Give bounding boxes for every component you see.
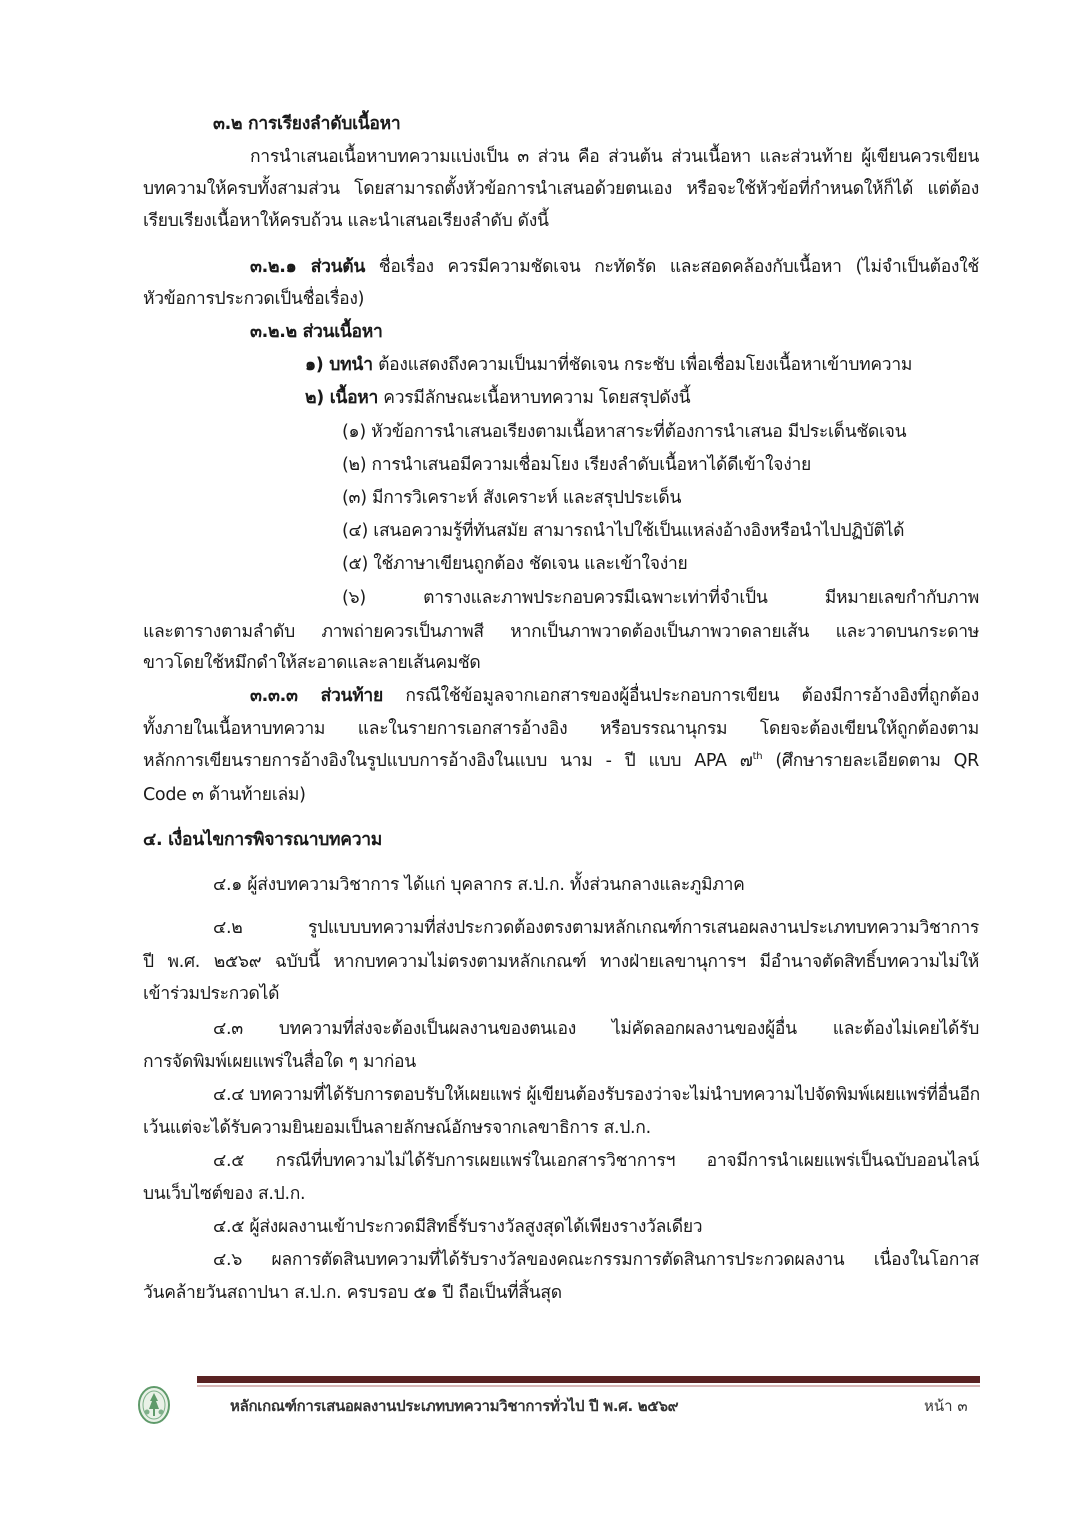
section-heading-3-2: ๓.๒ การเรียงลำดับเนื้อหา bbox=[213, 114, 401, 134]
citation-text: หลักการเขียนรายการอ้างอิงในรูปแบบการอ้างอิงในแบบ นาม - ปี แบบ APA ๗ bbox=[143, 751, 753, 771]
paragraph-line: Code ๓ ด้านท้ายเล่ม) bbox=[143, 785, 306, 805]
paragraph-line: วันคล้ายวันสถาปนา ส.ป.ก. ครบรอบ ๕๑ ปี ถือเป็นที่สิ้นสุด bbox=[143, 1283, 562, 1303]
paragraph-line: ขาวโดยใช้หมึกดำให้สะอาดและลายเส้นคมชัด bbox=[143, 653, 481, 673]
list-item: (๕) ใช้ภาษาเขียนถูกต้อง ชัดเจน และเข้าใจง่าย bbox=[342, 554, 688, 574]
condition-item-4-2: ๔.๒ รูปแบบบทความที่ส่งประกวดต้องตรงตามหลักเกณฑ์การเสนอผลงานประเภทบทความวิชาการ bbox=[213, 918, 979, 938]
item-label: ๒) เนื้อหา bbox=[305, 388, 379, 408]
list-item: (๒) การนำเสนอมีความเชื่อมโยง เรียงลำดับเนื้อหาได้ดีเข้าใจง่าย bbox=[342, 455, 811, 475]
paragraph-line: บนเว็บไซต์ของ ส.ป.ก. bbox=[143, 1184, 306, 1204]
paragraph-line: ปี พ.ศ. ๒๕๖๙ ฉบับนี้ หากบทความไม่ตรงตามหลักเกณฑ์ ทางฝ่ายเลขานุการฯ มีอำนาจตัดสิทธิ์บทความไม่ให้ bbox=[143, 952, 979, 972]
paragraph-line: หัวข้อการประกวดเป็นชื่อเรื่อง) bbox=[143, 289, 365, 309]
footer-rule-thin bbox=[197, 1385, 980, 1387]
subsection-text: ชื่อเรื่อง ควรมีความชัดเจน กะทัดรัด และสอดคล้องกับเนื้อหา (ไม่จำเป็นต้องใช้ bbox=[365, 257, 979, 277]
paragraph-line: เว้นแต่จะได้รับความยินยอมเป็นลายลักษณ์อักษรจากเลขาธิการ ส.ป.ก. bbox=[143, 1118, 651, 1138]
paragraph-line: เข้าร่วมประกวดได้ bbox=[143, 984, 280, 1004]
alro-seal-icon bbox=[137, 1385, 171, 1425]
item-label: ๑) บทนำ bbox=[305, 355, 373, 375]
paragraph-line: เรียบเรียงเนื้อหาให้ครบถ้วน และนำเสนอเรียงลำดับ ดังนี้ bbox=[143, 211, 549, 231]
list-item: (๑) หัวข้อการนำเสนอเรียงตามเนื้อหาสาระที่ต้องการนำเสนอ มีประเด็นชัดเจน bbox=[342, 422, 907, 442]
list-item-intro bbox=[305, 353, 912, 377]
list-item: (๖) ตารางและภาพประกอบควรมีเฉพาะเท่าที่จำเป็น มีหมายเลขกำกับภาพ bbox=[342, 588, 979, 608]
page-number: หน้า ๓ bbox=[924, 1397, 968, 1415]
condition-item-4-3: ๔.๓ บทความที่ส่งจะต้องเป็นผลงานของตนเอง ไม่คัดลอกผลงานของผู้อื่น และต้องไม่เคยได้รับ bbox=[213, 1019, 979, 1039]
condition-item-4-4: ๔.๔ บทความที่ได้รับการตอบรับให้เผยแพร่ ผู้เขียนต้องรับรองว่าจะไม่นำบทความไปจัดพิมพ์เผยแพร่ที่อื่นอีก bbox=[213, 1085, 980, 1105]
paragraph-line: ทั้งภายในเนื้อหาบทความ และในรายการเอกสารอ้างอิง หรือบรรณานุกรม โดยจะต้องเขียนให้ถูกต้องตาม bbox=[143, 719, 979, 739]
condition-item-4-5b: ๔.๕ ผู้ส่งผลงานเข้าประกวดมีสิทธิ์รับรางวัลสูงสุดได้เพียงรางวัลเดียว bbox=[213, 1217, 703, 1237]
subsection-heading-3-2-2: ๓.๒.๒ ส่วนเนื้อหา bbox=[250, 322, 383, 342]
item-text: ต้องแสดงถึงความเป็นมาที่ชัดเจน กระชับ เพื่อเชื่อมโยงเนื้อหาเข้าบทความ bbox=[372, 355, 913, 375]
footer-rule bbox=[197, 1376, 980, 1383]
paragraph-line: บทความให้ครบทั้งสามส่วน โดยสามารถตั้งหัวข้อการนำเสนอด้วยตนเอง หรือจะใช้หัวข้อที่กำหนดให้ก็ได้ แต่ต้อง bbox=[143, 179, 979, 199]
section-heading-4: ๔. เงื่อนไขการพิจารณาบทความ bbox=[143, 830, 382, 850]
subsection-3-2-1 bbox=[250, 255, 979, 279]
paragraph-line: การนำเสนอเนื้อหาบทความแบ่งเป็น ๓ ส่วน คือ ส่วนต้น ส่วนเนื้อหา และส่วนท้าย ผู้เขียนควรเขียน bbox=[250, 147, 979, 167]
paragraph-line bbox=[143, 749, 979, 773]
item-text: ควรมีลักษณะเนื้อหาบทความ โดยสรุปดังนี้ bbox=[378, 388, 691, 408]
condition-item-4-6: ๔.๖ ผลการตัดสินบทความที่ได้รับรางวัลของคณะกรรมการตัดสินการประกวดผลงาน เนื่องในโอกาส bbox=[213, 1250, 979, 1270]
citation-text: (ศึกษารายละเอียดตาม QR bbox=[762, 751, 979, 771]
superscript: th bbox=[752, 751, 763, 763]
paragraph-line: การจัดพิมพ์เผยแพร่ในสื่อใด ๆ มาก่อน bbox=[143, 1052, 416, 1072]
footer-title: หลักเกณฑ์การเสนอผลงานประเภทบทความวิชาการทั่วไป ปี พ.ศ. ๒๕๖๙ bbox=[230, 1397, 679, 1415]
condition-item-4-5a: ๔.๕ กรณีที่บทความไม่ได้รับการเผยแพร่ในเอกสารวิชาการฯ อาจมีการนำเผยแพร่เป็นฉบับออนไลน์ bbox=[213, 1151, 979, 1171]
list-item: (๓) มีการวิเคราะห์ สังเคราะห์ และสรุปประเด็น bbox=[342, 488, 682, 508]
subsection-text: กรณีใช้ข้อมูลจากเอกสารของผู้อื่นประกอบการเขียน ต้องมีการอ้างอิงที่ถูกต้อง bbox=[382, 686, 980, 706]
list-item: (๔) เสนอความรู้ที่ทันสมัย สามารถนำไปใช้เป็นแหล่งอ้างอิงหรือนำไปปฏิบัติได้ bbox=[342, 521, 905, 541]
subsection-label: ๓.๒.๑ ส่วนต้น bbox=[250, 257, 365, 277]
condition-item-4-1: ๔.๑ ผู้ส่งบทความวิชาการ ได้แก่ บุคลากร ส.ป.ก. ทั้งส่วนกลางและภูมิภาค bbox=[213, 875, 745, 895]
paragraph-line: และตารางตามลำดับ ภาพถ่ายควรเป็นภาพสี หากเป็นภาพวาดต้องเป็นภาพวาดลายเส้น และวาดบนกระดาษ bbox=[143, 622, 979, 642]
subsection-label: ๓.๓.๓ ส่วนท้าย bbox=[250, 686, 383, 706]
subsection-3-3-3 bbox=[250, 684, 979, 708]
list-item-content bbox=[305, 386, 690, 410]
